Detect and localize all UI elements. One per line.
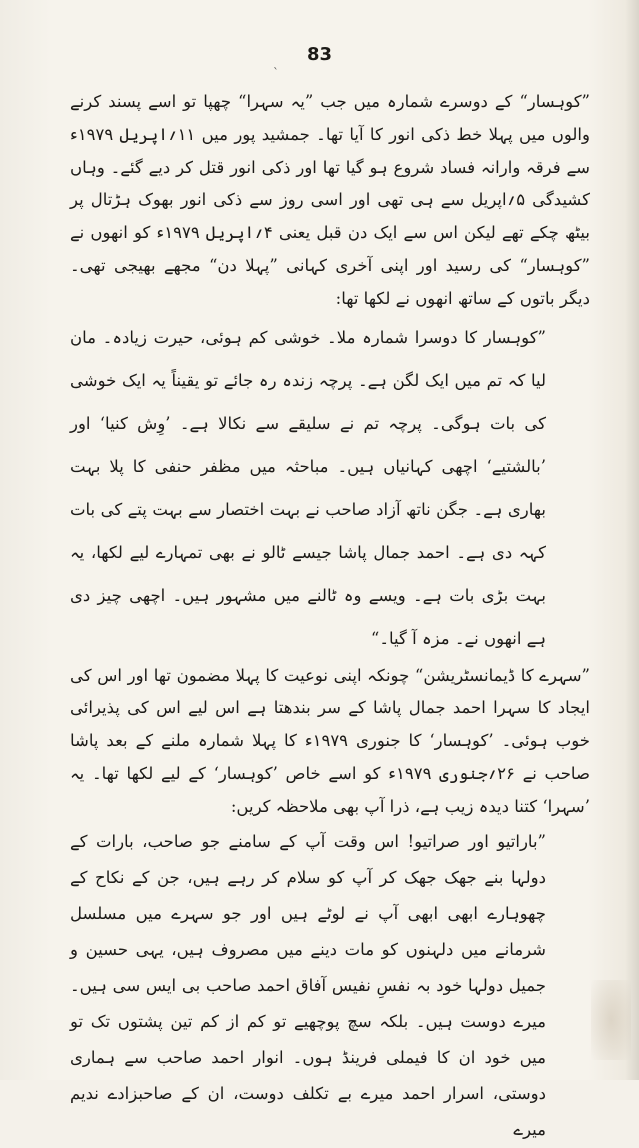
ink-mark: ˋ (273, 66, 279, 80)
page-number: 83 (306, 44, 333, 65)
quotation-1: ”کوہسار کا دوسرا شمارہ ملا۔ خوشی کم ہوئی، حیرت زیادہ۔ مان لیا کہ تم میں ایک لگن ہے۔ پرچہ زندہ رہ جائے تو یقیناً یہ ایک خوشی کی بات ہوگی۔ پرچہ تم نے سلیقے سے نکالا ہے۔ ’وِش کنیا‘ اور ’بالشتیے‘ اچھی کہانیاں ہیں۔ مباحثہ میں مظفر حنفی کا پلا بہت بھاری ہے۔ جگن ناتھ آزاد صاحب نے بہت اختصار سے بہت پتے کی بات کہہ دی ہے۔ احمد جمال پاشا جیسے ٹالو نے بھی تمہارے لیے لکھا، یہ بہت بڑی بات ہے۔ ویسے وہ ٹالنے میں مشہور ہیں۔ اچھی چیز دی ہے انھوں نے۔ مزہ آ گیا۔“ (70, 327, 546, 648)
page-edge-shadow (625, 0, 639, 1080)
quotation-2: ”باراتیو اور صراتیو! اس وقت آپ کے سامنے جو صاحب، بارات کے دولہا بنے جھک جھک کر آپ کو سلام کر رہے ہیں، جن کے نکاح کے چھوہارے ابھی ابھی آپ نے لوٹے ہیں اور جو سہرے میں مسلسل شرمانے میں دلہنوں کو مات دینے میں مصروف ہیں، یہی حسین و جمیل دولہا خود بہ نفسِ نفیس آفاق احمد صاحب بی ایس سی ہیں۔ میرے دوست ہیں۔ بلکہ سچ پوچھیے تو کم از کم تین پشتوں تک تو میں خود ان کا فیملی فرینڈ ہوں۔ انوار احمد صاحب سے ہماری دوستی، اسرار احمد میرے بے تکلف دوست، ان کے صاحبزادے ندیم میرے (70, 831, 546, 1139)
body-text (70, 86, 590, 1148)
paragraph-1: ”کوہسار“ کے دوسرے شمارہ میں جب ”یہ سہرا“ چھپا تو اسے پسند کرنے والوں میں پہلا خط ذکی انور کا آیا تھا۔ جمشید پور میں ۱۱؍اپریل ۱۹۷۹ء سے فرقہ وارانہ فساد شروع ہو گیا تھا اور ذکی انور قتل کر دیے گئے۔ وہاں کشیدگی ۵؍اپریل سے ہی تھی اور اسی روز سے ذکی انور بھوک ہڑتال پر بیٹھ چکے تھے لیکن اس سے ایک دن قبل یعنی ۴؍اپریل ۱۹۷۹ء کو انھوں نے ”کوہسار“ کی رسید اور اپنی آخری کہانی ”پہلا دن“ مجھے بھیجی تھی۔ دیگر باتوں کے ساتھ انھوں نے لکھا تھا: (70, 92, 591, 308)
paper-stain (591, 980, 631, 1060)
paragraph-2: ”سہرے کا ڈیمانسٹریشن“ چونکہ اپنی نوعیت کا پہلا مضمون تھا اور اس کی ایجاد کا سہرا احمد جمال پاشا کے سر بندھتا ہے اس لیے اس کی پذیرائی خوب ہوئی۔ ’کوہسار‘ کا جنوری ۱۹۷۹ء کا پہلا شمارہ ملنے کے بعد پاشا صاحب نے ۲۶؍جنوری ۱۹۷۹ء کو اسے خاص ’کوہسار‘ کے لیے لکھا تھا۔ یہ ’سہرا‘ کتنا دیدہ زیب ہے، ذرا آپ بھی ملاحظہ کریں: (70, 665, 590, 816)
